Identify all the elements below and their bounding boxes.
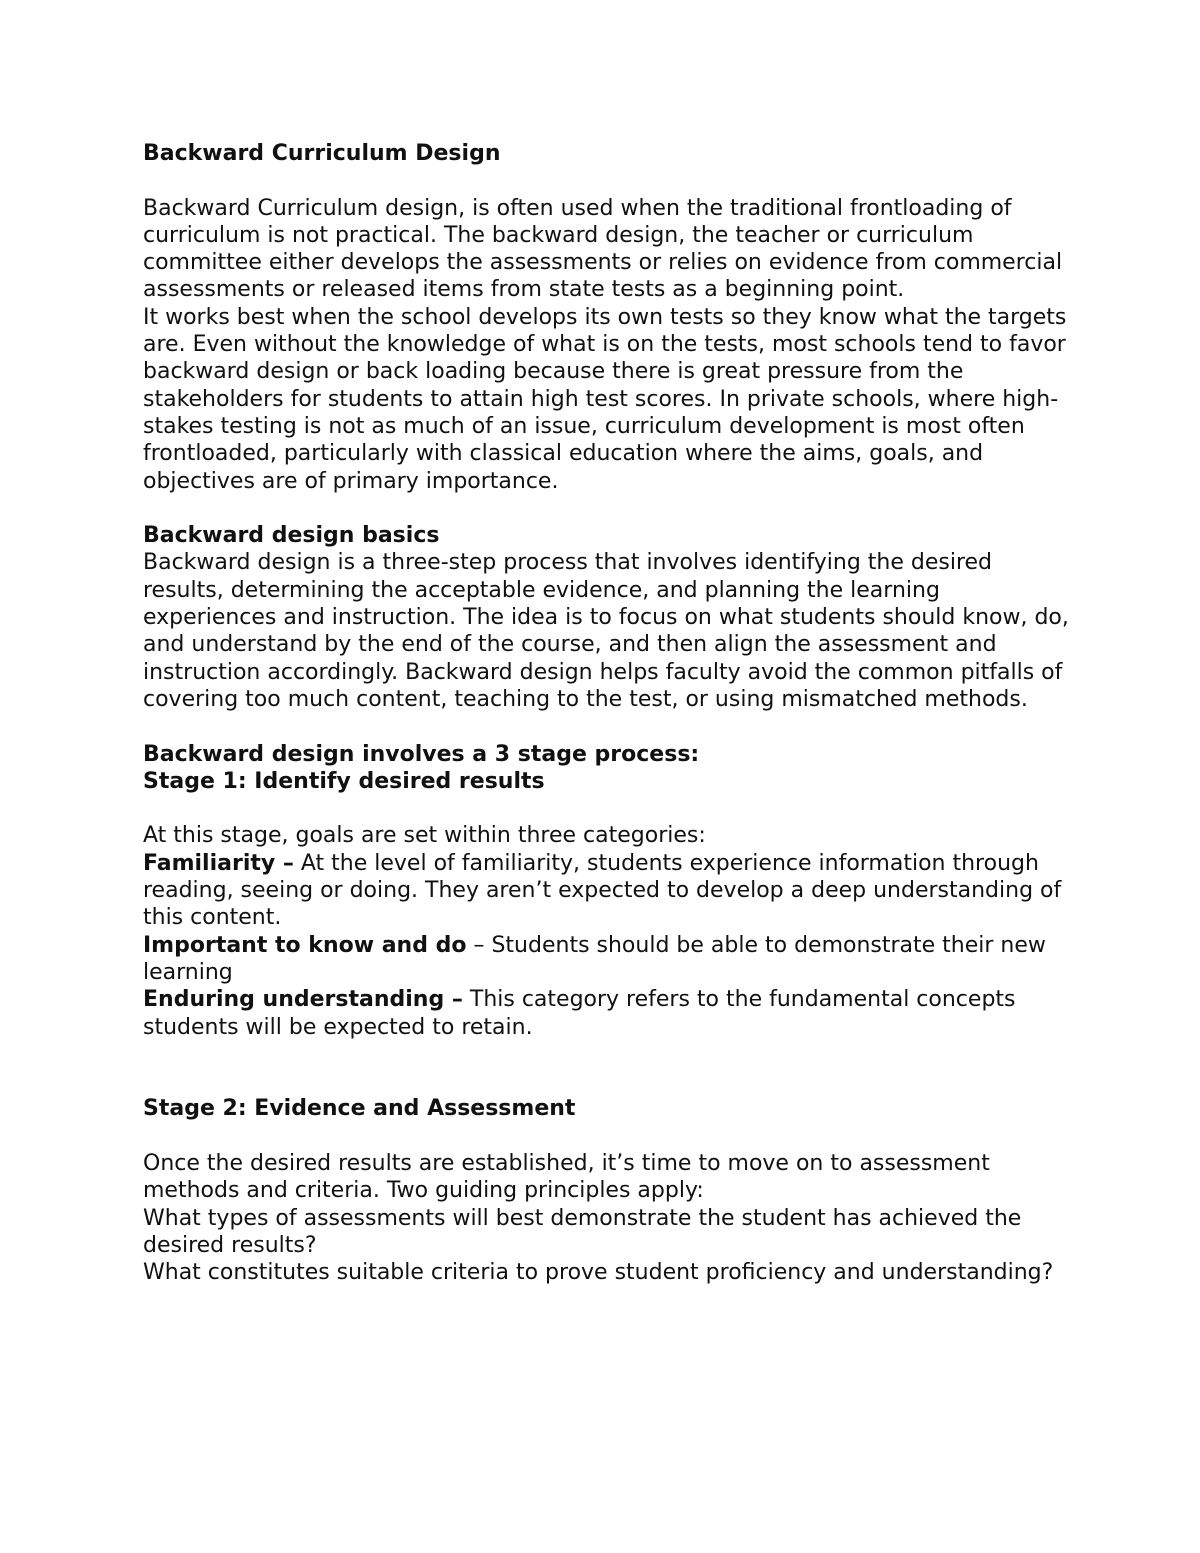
stage1-item-important — [143, 932, 1073, 987]
process-heading: Backward design involves a 3 stage process: — [143, 741, 700, 767]
spacer — [143, 1123, 1073, 1150]
item-text: This category refers to the fundamental concepts students will be expected to retain. — [143, 987, 1016, 1040]
spacer — [143, 1041, 1073, 1096]
document-title: Backward Curriculum Design — [143, 141, 501, 166]
item-term: Enduring understanding – — [143, 987, 463, 1013]
spacer — [143, 795, 1073, 822]
stage2-question-1: What types of assessments will best demonstrate the student has achieved the desired results? — [143, 1205, 1022, 1258]
item-text: – Students should be able to demonstrate their new learning — [143, 932, 1046, 985]
document-page — [143, 140, 1073, 1286]
intro-paragraph-2: It works best when the school develops its own tests so they know what the targets are. Even without the knowledge of what is on the tests, most schools tend to favor backward design or back loading because there is great pressure from the stakeholders for students to attain high test scores. In private schools, where high-stakes testing is not as much of an issue, curriculum development is most often frontloaded, particularly with classical education where the aims, goals, and objectives are of primary importance. — [143, 304, 1067, 494]
spacer — [143, 713, 1073, 740]
stage1-item-enduring — [143, 986, 1073, 1041]
stage1-intro: At this stage, goals are set within three categories: — [143, 823, 706, 849]
stage2-question-2: What constitutes suitable criteria to prove student proficiency and understanding? — [143, 1260, 1054, 1286]
spacer — [143, 167, 1073, 194]
item-term: Familiarity – — [143, 850, 294, 876]
spacer — [143, 495, 1073, 522]
stage1-heading: Stage 1: Identify desired results — [143, 768, 545, 794]
basics-heading: Backward design basics — [143, 523, 440, 549]
stage1-item-familiarity — [143, 850, 1073, 932]
stage2-heading: Stage 2: Evidence and Assessment — [143, 1096, 576, 1122]
stage2-intro: Once the desired results are established, it’s time to move on to assessment methods and criteria. Two guiding principles apply: — [143, 1150, 990, 1204]
item-term: Important to know and do — [143, 932, 467, 958]
item-text: At the level of familiarity, students experience information through reading, seeing or doing. They aren’t expected to develop a deep understanding of this content. — [143, 850, 1062, 931]
basics-paragraph: Backward design is a three-step process that involves identifying the desired results, determining the acceptable evidence, and planning the learning experiences and instruction. The idea is to focus on what students should know, do, and understand by the end of the course, and then align the assessment and instruction accordingly. Backward design helps faculty avoid the common pitfalls of covering too much content, teaching to the test, or using mismatched methods. — [143, 550, 1069, 712]
intro-paragraph-1: Backward Curriculum design, is often used when the traditional frontloading of curriculum is not practical. The backward design, the teacher or curriculum committee either develops the assessments or relies on evidence from commercial assessments or released items from state tests as a beginning point. — [143, 195, 1063, 303]
